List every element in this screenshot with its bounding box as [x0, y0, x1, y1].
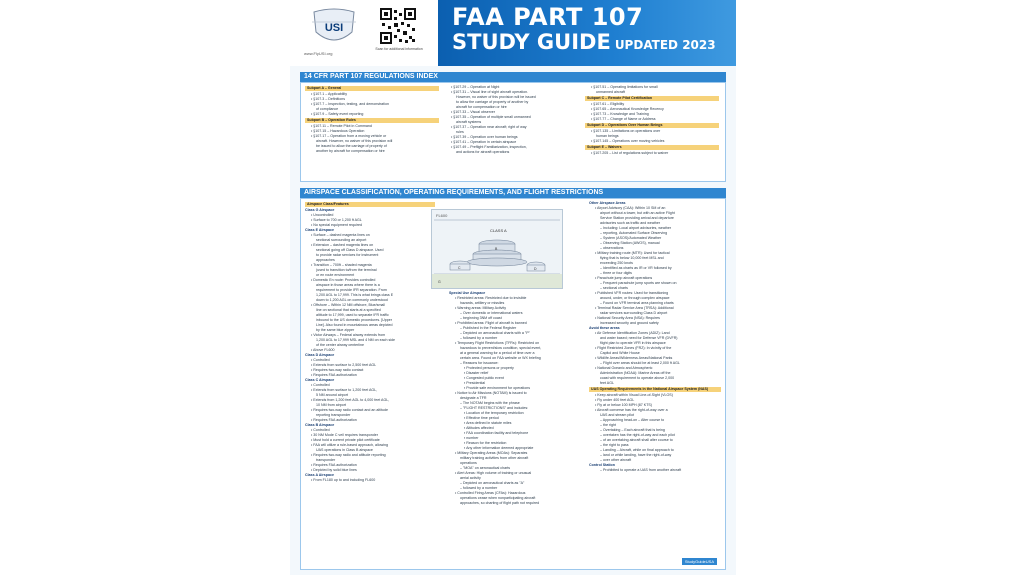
logo-url: www.FlyUSI.org — [304, 51, 333, 56]
class-c-label: C — [458, 266, 461, 270]
list-item: • From FL180 up to and including FL600 — [311, 478, 376, 482]
qr-caption: Scan for additional information — [375, 47, 423, 51]
list-item-continuation: operations cease when nonparticipating aircraft — [460, 496, 536, 500]
list-item: • §107.31 – Visual line of sight aircraft operation. — [451, 90, 529, 94]
list-item-continuation: another by aircraft for compensation or hire — [316, 149, 385, 153]
page-subtitle — [452, 30, 716, 57]
list-item: • Temporary Flight Restrictions (TFRs): Restricted on — [455, 341, 540, 345]
list-item-continuation: transponder — [316, 458, 336, 462]
list-item: • Victor Airways – Federal airway extends from — [311, 333, 386, 337]
sub-sub-list-item: ▪ Effective time period — [464, 416, 499, 420]
sub-list-item: – Including: Local airport advisories, weather — [600, 226, 672, 230]
sub-list-item: – observations — [600, 246, 624, 250]
list-item: • §107.49 – Preflight Familiarization, inspection, — [451, 145, 527, 149]
list-item: • §107.65 – Aeronautical Knowledge Recency — [591, 107, 664, 111]
study-guide-sheet — [290, 0, 736, 575]
list-item-continuation: aircraft systems — [456, 120, 482, 124]
topic-heading: Class D Airspace — [305, 353, 335, 357]
list-item-continuation: down to 1,200 AGL on commonly understood — [316, 298, 388, 302]
list-item-continuation: Line]. Also found in mountainous areas depicted — [316, 323, 393, 327]
list-item: • §107.61 – Eligibility — [591, 102, 625, 106]
list-item-continuation: However, no waiver of this provision will be issued — [456, 95, 536, 99]
list-item: • Extension – dashed magenta lines on — [311, 243, 374, 247]
list-item-continuation: and water based; need for Defense VFR (DVFR) — [600, 336, 678, 340]
sub-list-item: – System (ASOS)/Automated Weather — [600, 236, 662, 240]
list-item-continuation: at a general warning for a period of time over a — [460, 351, 535, 355]
list-item-continuation: airport without a tower, but with an active Flight — [600, 211, 675, 215]
list-item: • §107.73 – Knowledge and Training — [591, 112, 649, 116]
index-panel — [300, 82, 726, 182]
subsection-heading: Subpart C – Remote Pilot Certification — [585, 96, 719, 101]
list-item-continuation: sectional going off Class D airspace. Used — [316, 248, 384, 252]
sub-list-item: – Observing Station (AWOS), manual — [600, 241, 660, 245]
index-column-3 — [585, 85, 719, 156]
list-item: • Controlled — [311, 358, 330, 362]
subsection-heading: Airspace Class/Features — [305, 202, 435, 207]
list-item-continuation: UAS and stream pilot — [600, 413, 634, 417]
list-item-continuation: rules — [456, 130, 464, 134]
sub-list-item: – Identified as charts as IR or VR followed by — [600, 266, 672, 270]
sub-list-item: – Published in the Federal Register — [460, 326, 517, 330]
sub-list-item: – three or four digits — [600, 271, 632, 275]
list-item-continuation: coast with requirement to operate above 2,000 — [600, 376, 675, 380]
sub-sub-list-item: ▪ Altitudes affected — [464, 426, 494, 430]
list-item: • Must hold a current private pilot certificate — [311, 438, 380, 442]
list-item-continuation: unmanned aircraft — [596, 90, 625, 94]
list-item-continuation: hazardous to prevent/slow condition, special event, — [460, 346, 542, 350]
sub-list-item: – beginning 3NM off coast — [460, 316, 502, 320]
list-item: • Military Operating Areas (MOAs): Separates — [455, 451, 528, 455]
list-item-continuation: aircraft. However, no waiver of this provision will — [316, 139, 393, 143]
subsection-heading: Subpart B – Operation Rules — [305, 118, 439, 123]
list-item: • Extends from surface to 2,500 feet AGL — [311, 363, 377, 367]
list-item: • Fly at or below 100 MPH (87 KTS) — [595, 403, 652, 407]
index-column-2 — [445, 85, 579, 155]
list-item: • Extends from surface to 1,200 feet AGL, — [311, 388, 378, 392]
list-item-continuation: Capitol and White House — [600, 351, 640, 355]
index-column-1 — [305, 85, 439, 154]
list-item-continuation: 10 NM from airport — [316, 403, 346, 407]
list-item: • National Oceanic and Atmospheric — [595, 366, 653, 370]
list-item: • Surface to 700 or 1,200 ft AGL — [311, 218, 362, 222]
sub-list-item: – Landing – Aircraft, while on final approach to — [600, 448, 674, 452]
list-item-continuation: 5 NM around airport — [316, 393, 348, 397]
sub-list-item: – "MOA" on aeronautical charts — [460, 466, 511, 470]
list-item-continuation: 1,200 AGL to 17,999. This is what brings class E — [316, 293, 394, 297]
list-item: • §107.7 – Inspection, testing, and demonstration — [311, 102, 389, 106]
page-title: FAA PART 107 — [452, 3, 644, 31]
list-item: • Requires two-way radio and altitude reporting — [311, 453, 386, 457]
class-a-label: CLASS A — [490, 228, 507, 233]
topic-heading: Class G Airspace — [305, 208, 335, 212]
footer-tag: StudyGuideUSA — [682, 558, 717, 565]
list-item: • Restricted areas: Restricted due to invisible — [455, 296, 527, 300]
topic-heading: Avoid these areas — [589, 326, 620, 330]
list-item-continuation: reporting transponder — [316, 413, 351, 417]
sub-list-item: – of an overtaking aircraft shall alter course to — [600, 438, 673, 442]
list-item-continuation: sectional surrounding an airport — [316, 238, 367, 242]
list-item: • §107.15 – Hazardous Operation — [311, 129, 365, 133]
sub-list-item: – Flight over areas should be at least 2,000 ft AGL — [600, 361, 680, 365]
airspace-column-3 — [589, 201, 721, 473]
list-item: • §107.33 – Visual observer — [451, 110, 495, 114]
list-item: • Controlled — [311, 383, 330, 387]
sub-list-item: – The NOTAM begins with the phrase — [460, 401, 520, 405]
list-item-continuation: certain area. Found on FAA website or WX briefing — [460, 356, 541, 360]
airspace-column-2 — [449, 291, 581, 506]
list-item-continuation: Administration (NOAA): Marine Areas off the — [600, 371, 671, 375]
topic-heading: Class E Airspace — [305, 228, 335, 232]
header — [290, 0, 736, 66]
sub-sub-list-item: ▪ Provide safe environment for operations — [464, 386, 530, 390]
list-item: • Air Defense Identification Zones (ADIZ): Land — [595, 331, 670, 335]
index-section-title: 14 CFR PART 107 REGULATIONS INDEX — [300, 72, 726, 82]
list-item: • Requires two-way radio contact — [311, 368, 364, 372]
list-item: • §107.11 – Remote Pilot in Command — [311, 124, 372, 128]
list-item: • §107.3 – Definitions — [311, 97, 346, 101]
list-item-continuation: military training activities from other aircraft — [460, 456, 529, 460]
list-item: • Wildlife Areas/Wilderness Areas/National Parks — [595, 356, 673, 360]
list-item: • Terminal Radar Service Area (TRSA): Additional — [595, 306, 674, 310]
list-item: • National Security Area (NSA): Requires — [595, 316, 660, 320]
list-item: • Requires FAA authorization — [311, 418, 357, 422]
sub-list-item: – "FLIGHT RESTRICTIONS" and includes: — [460, 406, 529, 410]
list-item-continuation: or en route environment — [316, 273, 355, 277]
sub-list-item: – Approaching head-on – Alter course to — [600, 418, 665, 422]
list-item: • §107.9 – Safety event reporting — [311, 112, 364, 116]
fl600-label: FL600 — [436, 213, 448, 218]
sub-list-item: – Found on VFR terminal area planning charts — [600, 301, 674, 305]
list-item: • §107.51 – Operating limitations for small — [591, 85, 658, 89]
sub-list-item: – the right — [600, 423, 616, 427]
list-item-continuation: exceeding 250 knots — [600, 261, 633, 265]
sub-sub-list-item: ▪ number — [464, 436, 479, 440]
list-item-continuation: (used to transition to/from the terminal — [316, 268, 377, 272]
subsection-heading: UAS Operating Requirements in the National Airspace System (NAS) — [589, 387, 721, 392]
topic-heading: Class A Airspace — [305, 473, 334, 477]
topic-heading: Class C Airspace — [305, 378, 335, 382]
list-item: • §107.41 – Operation in certain airspace — [451, 140, 517, 144]
sub-sub-list-item: ▪ Reason for the restriction — [464, 441, 507, 445]
list-item: • Published VFR routes: Used for transitioning — [595, 291, 669, 295]
list-item: • §107.145 – Operations over moving vehicles — [591, 139, 665, 143]
list-item: • Controlled — [311, 428, 330, 432]
sub-list-item: – Depicted on aeronautical charts as "A" — [460, 481, 525, 485]
sub-sub-list-item: ▪ Protected persons or property — [464, 366, 514, 370]
list-item: • Aircraft converse has the right-of-way over a — [595, 408, 668, 412]
airspace-section-title: AIRSPACE CLASSIFICATION, OPERATING REQUIREMENTS, AND FLIGHT RESTRICTIONS — [300, 188, 726, 198]
list-item: • Prohibited areas: Flight of aircraft is banned — [455, 321, 527, 325]
list-item: • Fly under 400 feet AGL — [595, 398, 635, 402]
list-item: • Warning areas: Military Activity — [455, 306, 507, 310]
list-item: • §107.37 – Operation near aircraft; right of way — [451, 125, 527, 129]
list-item: • §107.1 – Applicability — [311, 92, 348, 96]
list-item: • Transition – 700ft – shaded magenta — [311, 263, 372, 267]
list-item: • Depicted by solid blue lines — [311, 468, 357, 472]
airspace-classes-illustration — [432, 210, 562, 288]
title-banner — [438, 0, 736, 66]
list-item-continuation: aerial activity — [460, 476, 481, 480]
list-item-continuation: of the center airway centerline — [316, 343, 364, 347]
class-g-label: G — [438, 280, 441, 284]
list-item-continuation: and actions for aircraft operations — [456, 150, 510, 154]
subtitle-text: STUDY GUIDE — [452, 30, 611, 54]
list-item: • §107.135 – Limitations on operations over — [591, 129, 661, 133]
list-item-continuation: flight plan to operate VFR in this airspace — [600, 341, 666, 345]
sub-list-item: – overtaken has the right-of-way and each pilot — [600, 433, 675, 437]
sub-list-item: – Reasons for issuance: — [460, 361, 499, 365]
list-item-continuation: inbound to the US domestic procedures. [Upper — [316, 318, 392, 322]
class-d-label: D — [534, 267, 537, 271]
topic-heading: Control Station — [589, 463, 615, 467]
list-item: • §107.29 – Operation at Night — [451, 85, 500, 89]
list-item: • Parachute jump aircraft operations — [595, 276, 653, 280]
list-item: • FAA will utilize a rule-based approach, allowing — [311, 443, 388, 447]
list-item-continuation: hazards, artillery or missiles — [460, 301, 505, 305]
subsection-heading: Subpart A – General — [305, 86, 439, 91]
list-item: • Flight Restricted Zones (FRZ): In vicinity of the — [595, 346, 672, 350]
sub-list-item: – land or while landing, have the right-of-way — [600, 453, 672, 457]
list-item-continuation: flying that is below 10,000 feet MSL and — [600, 256, 664, 260]
list-item-continuation: around, under, or through complex airspace — [600, 296, 670, 300]
list-item-continuation: to allow the carriage of property of another by — [456, 100, 529, 104]
list-item: • §107.35 – Operation of multiple small unmanned — [451, 115, 531, 119]
list-item-continuation: requirement to provide IFR separation. From — [316, 288, 387, 292]
subsection-heading: Subpart D – Operations Over Human Beings — [585, 123, 719, 128]
airspace-column-1 — [305, 201, 435, 483]
list-item-continuation: of compliance — [316, 107, 339, 111]
subsection-heading: Subpart E – Waivers — [585, 145, 719, 150]
list-item-continuation: airspace in those areas where there is a — [316, 283, 380, 287]
list-item: • Offshore – Within 12 NM offshore, Blue/small — [311, 303, 386, 307]
list-item: • Surface – dashed magenta lines on — [311, 233, 370, 237]
list-item-continuation: approaches, so charting of flight path not required — [460, 501, 540, 505]
list-item: • Notice to Air Missions (NOTAM) is issued to — [455, 391, 527, 395]
sub-list-item: – Over domestic or international waters — [460, 311, 523, 315]
sub-list-item: – Overtaking – Each aircraft that is being — [600, 428, 665, 432]
list-item: • Controlled Firing Areas (CFAs): Hazardous — [455, 491, 526, 495]
sub-sub-list-item: ▪ Disaster relief — [464, 371, 489, 375]
list-item-continuation: feet AGL — [600, 381, 614, 385]
list-item: • Alert Areas: High volume of training or unusual — [455, 471, 532, 475]
list-item: • Extends from 1,200 feet AGL to 4,000 feet AGL, — [311, 398, 390, 402]
updated-label: UPDATED 2023 — [614, 38, 716, 52]
list-item-continuation: aircraft for compensation or hire — [456, 105, 507, 109]
list-item-continuation: designate a TFR — [460, 396, 487, 400]
sub-list-item: – Depicted on aeronautical charts with a "P" — [460, 331, 530, 335]
list-item: • Keep aircraft within Visual Line-of-Sight (VLOS) — [595, 393, 673, 397]
sub-list-item: – sectional charts — [600, 286, 628, 290]
list-item: • §107.39 – Operation over human beings — [451, 135, 518, 139]
sub-sub-list-item: ▪ Location of the temporary restriction — [464, 411, 524, 415]
list-item-continuation: 1,200 AGL to 17,999 MSL and 4 NM on each side — [316, 338, 396, 342]
list-item-continuation: Service Station providing arrival and departure — [600, 216, 674, 220]
list-item: • 30 NM Mode C veil requires transponder — [311, 433, 378, 437]
list-item: • No special equipment required — [311, 223, 363, 227]
list-item-continuation: operations — [460, 461, 477, 465]
sub-sub-list-item: ▪ Presidential — [464, 381, 486, 385]
sub-list-item: – followed by a number — [460, 336, 498, 340]
list-item: • §107.205 – List of regulations subject to waiver — [591, 151, 669, 155]
list-item: • Requires FAA authorization — [311, 463, 357, 467]
list-item-continuation: line on sectional that starts at a specified — [316, 308, 381, 312]
list-item: • Above FL600 — [311, 348, 335, 352]
list-item: • Airport Advisory (CAA): Within 10 SM of an — [595, 206, 666, 210]
list-item-continuation: by the same blue zipper — [316, 328, 355, 332]
list-item-continuation: radar services surrounding Class D airport — [600, 311, 668, 315]
sub-sub-list-item: ▪ Area defined in statute miles — [464, 421, 512, 425]
sub-list-item: – followed by a number — [460, 486, 498, 490]
airspace-diagram — [431, 209, 563, 289]
logo-text: USI — [324, 22, 344, 34]
list-item-continuation: increased security and ground safety — [600, 321, 659, 325]
list-item: • Uncontrolled — [311, 213, 334, 217]
sub-list-item: – reporting, Automated Surface Observing — [600, 231, 668, 235]
list-item: • Domestic En route: Provides controlled — [311, 278, 376, 282]
qr-code-icon — [380, 8, 416, 44]
sub-list-item: – Frequent parachute jump sports are shown on — [600, 281, 677, 285]
sub-list-item: – the right to pass — [600, 443, 629, 447]
qr-code — [380, 8, 416, 44]
sub-sub-list-item: ▪ Congested public event — [464, 376, 504, 380]
topic-heading: Special Use Airspace — [449, 291, 486, 295]
topic-heading: Other Airspace Areas — [589, 201, 626, 205]
list-item-continuation: altitude to 17,999, used to separate IFR traffic — [316, 313, 389, 317]
list-item-continuation: to provide radar services for instrument — [316, 253, 379, 257]
list-item: • Requires two-way radio contact and an altitude — [311, 408, 388, 412]
usi-logo — [308, 8, 360, 48]
list-item-continuation: UAS operations in Class B airspace — [316, 448, 373, 452]
sub-list-item: – Prohibited to operate a UAS from another aircraft — [600, 468, 682, 472]
class-b-label: B — [495, 247, 498, 251]
list-item: • Requires FAA authorization — [311, 373, 357, 377]
topic-heading: Class B Airspace — [305, 423, 335, 427]
airspace-panel — [300, 198, 726, 570]
list-item: • Military training route (MTR): Used for tactical — [595, 251, 670, 255]
list-item-continuation: advisories such as traffic and weather — [600, 221, 661, 225]
sub-list-item: – over other aircraft — [600, 458, 632, 462]
list-item-continuation: be issued to allow the carriage of property of — [316, 144, 387, 148]
sub-sub-list-item: ▪ FAA coordination facility and telephone — [464, 431, 529, 435]
list-item-continuation: approaches — [316, 258, 335, 262]
list-item-continuation: human beings — [596, 134, 619, 138]
sub-sub-list-item: ▪ Any other information deemed appropriate — [464, 446, 534, 450]
list-item: • §107.17 – Operation from a moving vehicle or — [311, 134, 387, 138]
list-item: • §107.77 – Change of Name or Address — [591, 117, 656, 121]
